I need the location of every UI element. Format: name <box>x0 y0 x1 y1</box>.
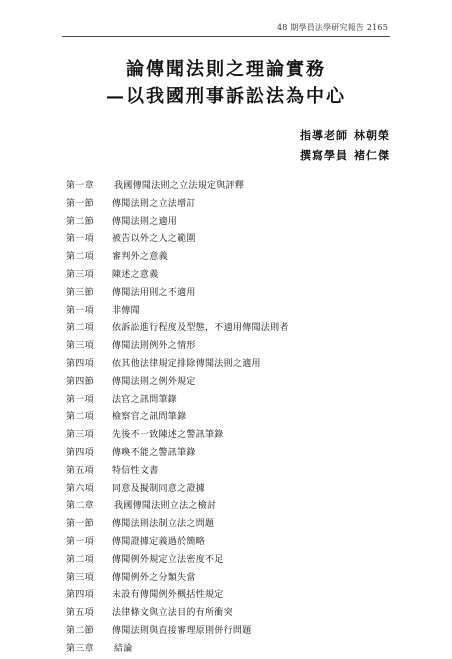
toc-entry-label: 第二項 <box>66 554 94 565</box>
toc-entry <box>66 409 396 427</box>
toc-entry <box>66 605 396 623</box>
toc-entry-label: 第三項 <box>66 430 94 441</box>
toc-entry-label: 第三項 <box>66 572 94 583</box>
toc-entry-label: 第一節 <box>66 198 94 209</box>
toc-entry <box>66 623 396 641</box>
toc-entry-text: 傳聞法則例外之情形 <box>112 341 196 352</box>
advisor-role: 指導老師 <box>300 129 348 142</box>
toc-entry <box>66 427 396 445</box>
toc-entry-text: 傳聞證據定義過於簡略 <box>112 536 206 547</box>
toc-entry-label: 第二項 <box>66 412 94 423</box>
toc-entry-label: 第一項 <box>66 234 94 245</box>
toc-entry-text: 傳聞例外之分類失當 <box>112 572 196 583</box>
toc-entry-text: 審判外之意義 <box>112 252 168 263</box>
toc-entry <box>66 320 396 338</box>
toc-entry-label: 第五項 <box>66 465 94 476</box>
toc-entry <box>66 338 396 356</box>
toc-entry <box>66 570 396 588</box>
toc-entry-text: 傳聞法則法制立法之問題 <box>112 519 215 530</box>
toc-entry <box>66 498 396 516</box>
toc-entry-label: 第四項 <box>66 358 94 369</box>
author-role: 撰寫學員 <box>300 149 348 162</box>
toc-entry <box>66 641 396 659</box>
toc-entry <box>66 231 396 249</box>
toc-entry-label: 第六項 <box>66 483 94 494</box>
advisor-row <box>300 126 390 146</box>
toc-entry-text: 傳喚不能之警訊筆錄 <box>112 447 196 458</box>
toc-entry-text: 我國傳聞法則立法之檢討 <box>114 501 217 512</box>
toc-entry-label: 第四節 <box>66 376 94 387</box>
toc-entry <box>66 587 396 605</box>
toc-entry-text: 我國傳聞法則之立法規定與評釋 <box>114 181 245 191</box>
toc-entry-text: 被告以外之人之範圍 <box>112 234 196 245</box>
toc-entry-text: 特信性文書 <box>112 465 159 476</box>
toc-entry-label: 第四項 <box>66 590 94 601</box>
toc-entry-label: 第五項 <box>66 608 94 619</box>
toc-entry <box>66 249 396 267</box>
toc-entry-text: 依其他法律規定排除傳聞法則之適用 <box>112 358 261 369</box>
toc-entry-text: 結論 <box>114 643 133 654</box>
toc-entry-text: 依訴訟進行程度及型態，不適用傳聞法則者 <box>112 323 289 334</box>
toc-entry <box>66 178 396 196</box>
credits <box>300 126 390 166</box>
toc-entry-label: 第一章 <box>66 181 94 191</box>
toc-entry-text: 陳述之意義 <box>112 269 159 280</box>
header-rule <box>62 36 390 37</box>
toc-entry <box>66 267 396 285</box>
toc-entry-text: 非傳聞 <box>112 305 140 316</box>
toc-entry <box>66 392 396 410</box>
toc-entry-label: 第二章 <box>66 501 94 512</box>
table-of-contents <box>66 178 396 659</box>
toc-entry <box>66 356 396 374</box>
report-title: 論傳聞法則之理論實務 <box>126 59 326 80</box>
toc-entry-label: 第一節 <box>66 519 94 530</box>
toc-entry-text: 未設有傳聞例外概括性規定 <box>112 590 224 601</box>
author-name: 褚仁傑 <box>354 149 390 162</box>
toc-entry-label: 第一項 <box>66 394 94 405</box>
toc-entry-text: 傳聞法則之例外規定 <box>112 376 196 387</box>
toc-entry-text: 先後不一致陳述之警訊筆錄 <box>112 430 224 441</box>
toc-entry-text: 傳聞法則之立法增訂 <box>112 198 196 209</box>
toc-entry-text: 傳聞例外規定立法密度不足 <box>112 554 224 565</box>
toc-entry-label: 第三項 <box>66 341 94 352</box>
toc-entry-label: 第一項 <box>66 536 94 547</box>
toc-entry <box>66 285 396 303</box>
toc-entry-text: 法官之訊問筆錄 <box>112 394 178 405</box>
toc-entry <box>66 445 396 463</box>
toc-entry-text: 傳聞法則之適用 <box>112 216 178 227</box>
toc-entry <box>66 214 396 232</box>
toc-entry <box>66 196 396 214</box>
toc-entry-text: 同意及擬制同意之證據 <box>112 483 206 494</box>
toc-entry-label: 第二節 <box>66 625 94 636</box>
toc-entry-label: 第三節 <box>66 287 94 298</box>
toc-entry-text: 傳聞法用則之不適用 <box>112 287 196 298</box>
toc-entry <box>66 303 396 321</box>
toc-entry-label: 第一項 <box>66 305 94 316</box>
toc-entry-text: 檢察官之訊問筆錄 <box>112 412 187 423</box>
advisor-name: 林朝榮 <box>354 129 390 142</box>
toc-entry-text: 法律條文與立法目的有所衝突 <box>112 608 233 619</box>
toc-entry-label: 第三章 <box>66 643 94 654</box>
toc-entry <box>66 552 396 570</box>
toc-entry <box>66 481 396 499</box>
toc-entry-label: 第二節 <box>66 216 94 227</box>
toc-entry <box>66 463 396 481</box>
toc-entry <box>66 374 396 392</box>
toc-entry-label: 第四項 <box>66 447 94 458</box>
running-header: 48 期學員法學研究報告 2165 <box>276 23 388 32</box>
report-subtitle: —以我國刑事訴訟法為中心 <box>106 86 346 107</box>
toc-entry <box>66 534 396 552</box>
title-block <box>0 58 452 109</box>
toc-entry-text: 傳聞法則與直接審理原則併行問題 <box>112 625 252 636</box>
toc-entry-label: 第三項 <box>66 269 94 280</box>
toc-entry-label: 第二項 <box>66 323 94 334</box>
toc-entry <box>66 516 396 534</box>
author-row <box>300 146 390 166</box>
toc-entry-label: 第二項 <box>66 252 94 263</box>
